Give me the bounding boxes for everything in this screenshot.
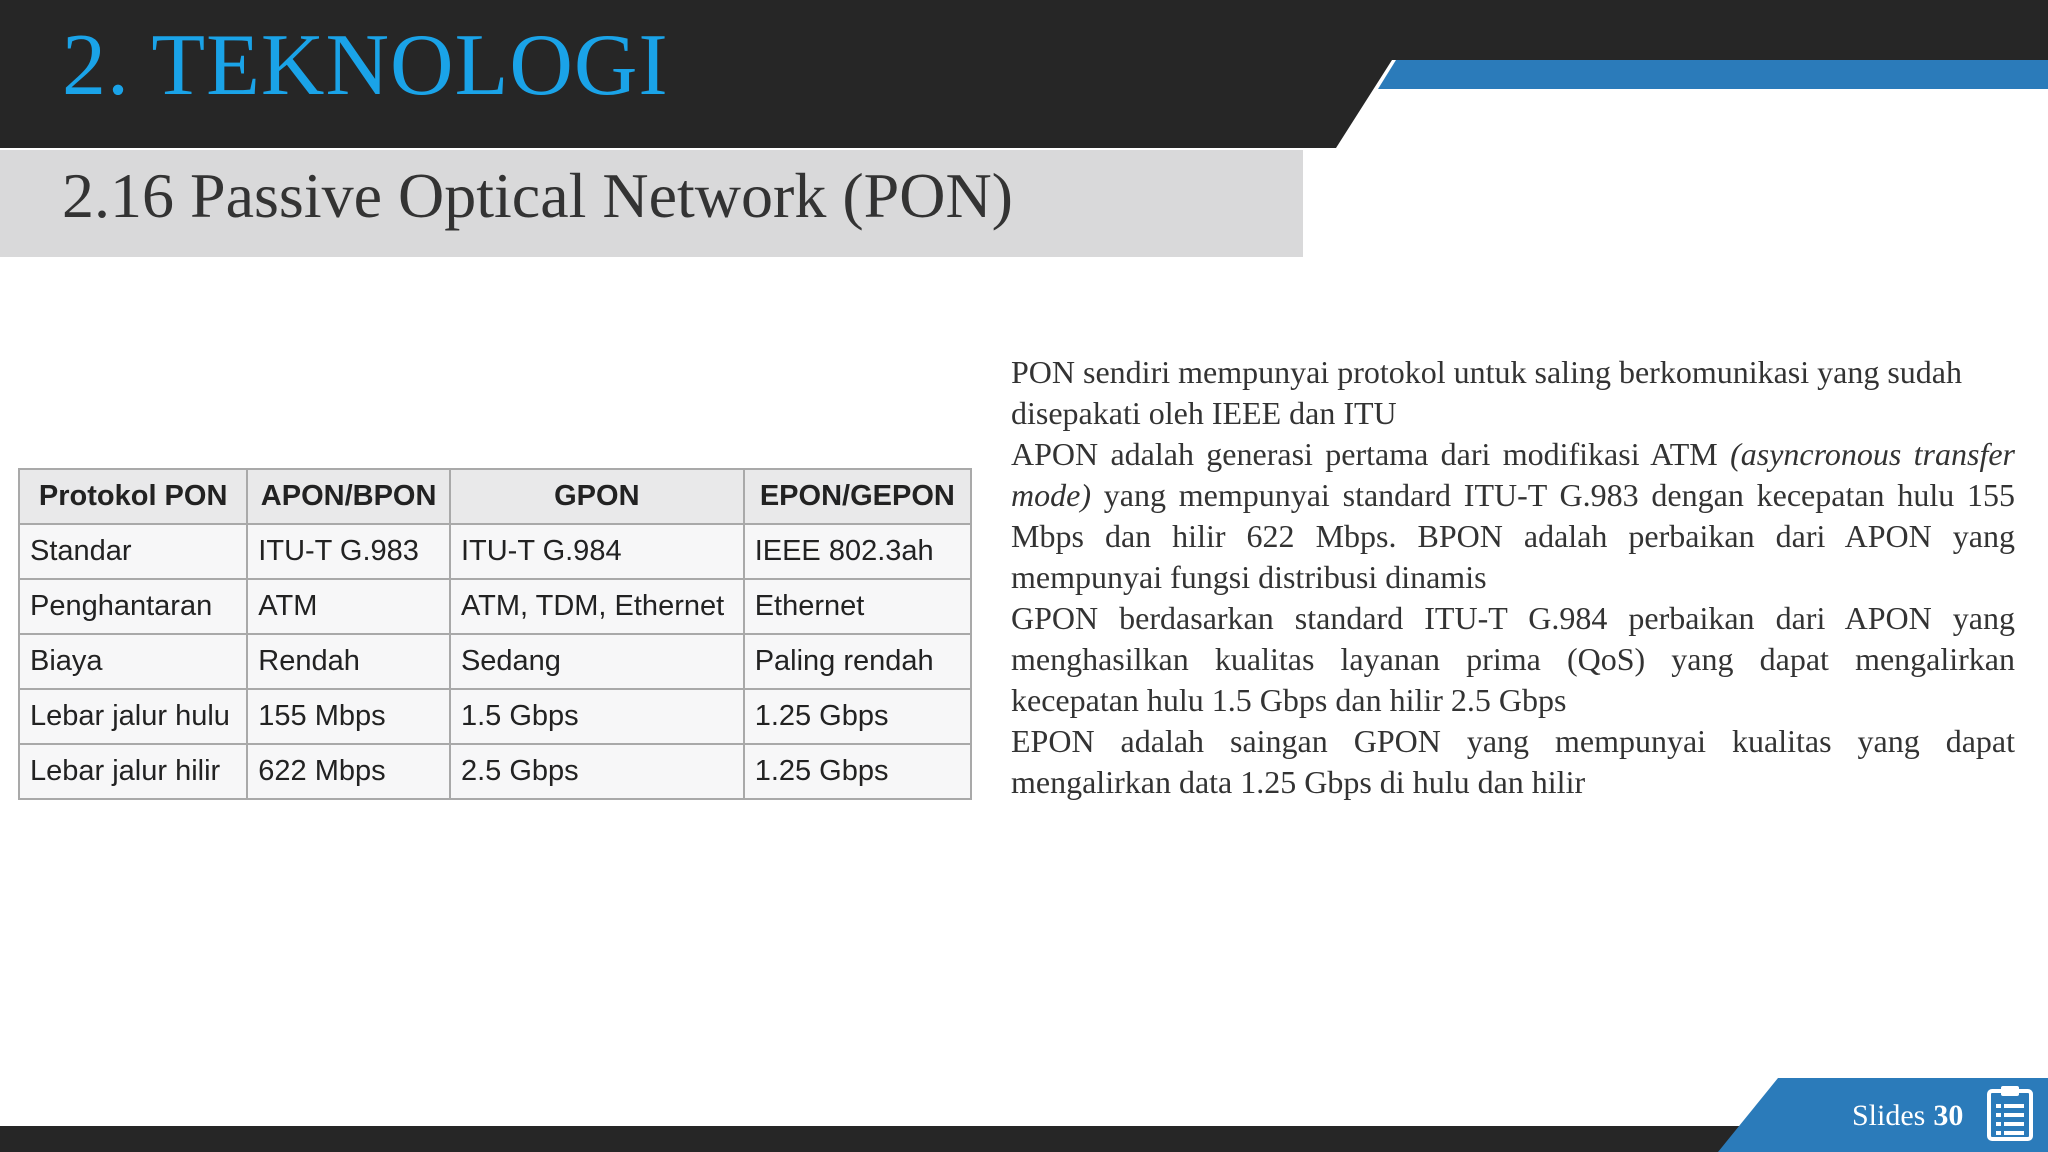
table-header-cell: GPON [450,469,744,524]
table-cell: 622 Mbps [247,744,450,799]
table-header-cell: Protokol PON [19,469,247,524]
table-header-row [19,469,971,524]
table-row [19,744,971,799]
table-row [19,579,971,634]
table-cell: 2.5 Gbps [450,744,744,799]
table-cell: Ethernet [744,579,971,634]
table-cell: 155 Mbps [247,689,450,744]
table-cell: Penghantaran [19,579,247,634]
table-cell: Biaya [19,634,247,689]
table-cell: 1.5 Gbps [450,689,744,744]
pon-comparison-table [18,468,972,800]
paragraph-apon-start: APON adalah generasi pertama dari modifikasi ATM [1011,436,1731,472]
table-cell: 1.25 Gbps [744,689,971,744]
paragraph-apon-italic: (asyncronous transfer mode) [1011,436,2016,513]
table-header-cell: APON/BPON [247,469,450,524]
table-cell: Lebar jalur hulu [19,689,247,744]
table-cell: Sedang [450,634,744,689]
page-title: 2. TEKNOLOGI [62,17,669,114]
paragraph-pon-intro: PON sendiri mempunyai protokol untuk saling berkomunikasi yang sudah disepakati oleh IEEE dan ITU [1011,354,1962,431]
table-cell: 1.25 Gbps [744,744,971,799]
table-cell: ATM, TDM, Ethernet [450,579,744,634]
table-cell: Rendah [247,634,450,689]
header-accent-stripe [1378,60,2048,89]
table-cell: Lebar jalur hilir [19,744,247,799]
slide-number: 30 [1933,1099,1964,1132]
slides-label: Slides [1852,1099,1926,1132]
table-row [19,634,971,689]
paragraph-apon [1011,434,2015,598]
section-subtitle: 2.16 Passive Optical Network (PON) [62,160,1013,231]
table-row [19,524,971,579]
paragraph-epon: EPON adalah saingan GPON yang mempunyai kualitas yang dapat mengalirkan data 1.25 Gbps di hulu dan hilir [1011,723,2015,800]
table-cell: IEEE 802.3ah [744,524,971,579]
pon-comparison-table-wrapper [18,468,972,800]
slide-counter [1852,1096,1963,1136]
paragraph-gpon: GPON berdasarkan standard ITU-T G.984 perbaikan dari APON yang menghasilkan kualitas layanan prima (QoS) yang dapat mengalirkan kecepatan hulu 1.5 Gbps dan hilir 2.5 Gbps [1011,600,2015,718]
description-text-block [1011,352,2015,803]
table-header-cell: EPON/GEPON [744,469,971,524]
table-row [19,689,971,744]
paragraph-apon-end: yang mempunyai standard ITU-T G.983 dengan kecepatan hulu 155 Mbps dan hilir 622 Mbps. BPON adalah perbaikan dari APON yang mempunyai fungsi distribusi dinamis [1011,477,2015,595]
table-cell: ITU-T G.983 [247,524,450,579]
table-cell: ITU-T G.984 [450,524,744,579]
table-cell: Standar [19,524,247,579]
table-cell: ATM [247,579,450,634]
clipboard-icon [1986,1084,2034,1142]
table-cell: Paling rendah [744,634,971,689]
